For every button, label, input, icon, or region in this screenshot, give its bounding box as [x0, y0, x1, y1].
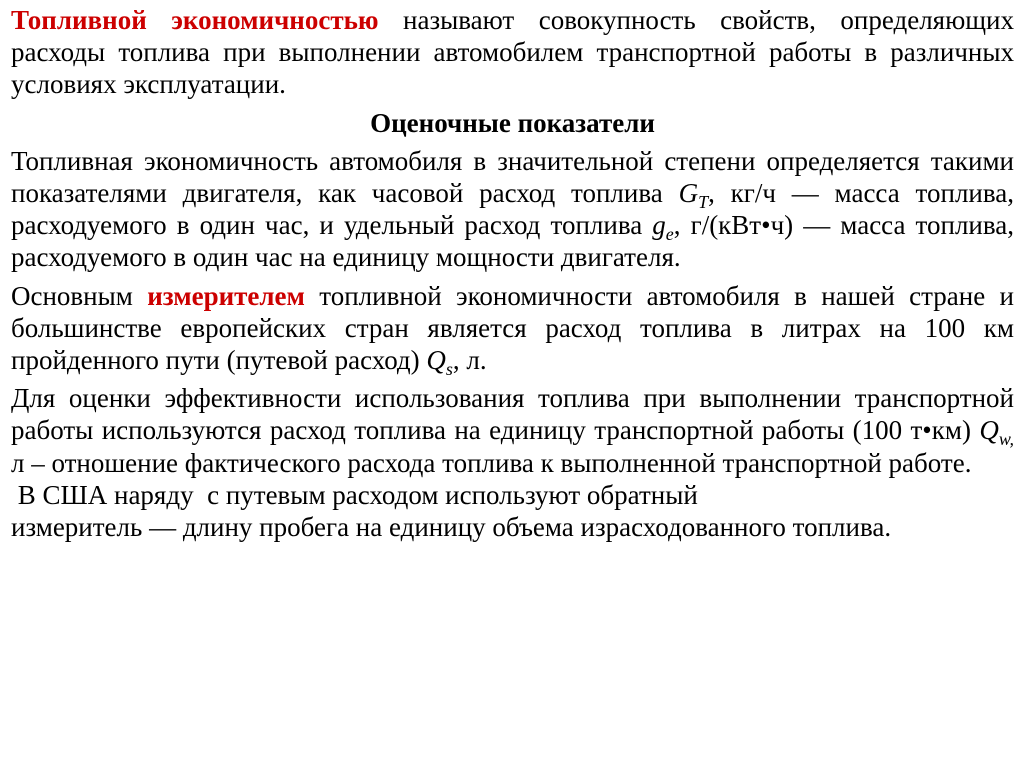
paragraph-usa-line-1: В США наряду с путевым расходом используют обратный	[11, 479, 698, 510]
paragraph-usa-line-2: измеритель — длину пробега на единицу объема израсходованного топлива.	[11, 512, 892, 543]
p3-text-3: , л.	[452, 345, 487, 376]
term-measure: измерителем	[147, 280, 305, 311]
section-heading: Оценочные показатели	[370, 107, 655, 138]
p2-text-2: , кг/ч — масса топлива, расходуемого в один час, и удельный расход топлива	[11, 178, 1014, 241]
p2-text-3: , г/(кВт•ч) — масса топлива, расходуемого в один час на единицу мощности двигателя.	[11, 210, 1014, 273]
p2-text-1: Топливная экономичность автомобиля в значительной степени определяется такими показателями двигателя, как часовой расход топлива	[11, 145, 1014, 209]
paragraph-main-measure	[11, 280, 1014, 380]
paragraph-transport-work	[11, 382, 1014, 479]
symbol-specific-consumption: $g_e$	[652, 210, 674, 245]
slide-text	[11, 4, 1014, 543]
symbol-path-consumption: $Q_s$	[426, 345, 453, 380]
paragraph-engine-indicators	[11, 145, 1014, 274]
p4-text-2: л – отношение фактического расхода топлива к выполненной транспортной работе.	[11, 447, 972, 478]
term-fuel-economy: Топливной экономичностью	[11, 5, 379, 35]
symbol-hourly-consumption: $G_T$	[678, 178, 709, 213]
p4-text-1: Для оценки эффективности использования топлива при выполнении транспортной работы используются расход топлива на единицу транспортной работы (100 т•км)	[11, 383, 1014, 446]
definition-text: называют совокупность свойств, определяющих расходы топлива при выполнении автомобилем транспортной работы в различных условиях эксплуатации.	[11, 5, 1014, 100]
paragraph-definition	[11, 4, 1014, 101]
p3-text-2: топливной экономичности автомобиля в нашей стране и большинстве европейских стран является расход топлива в литрах на 100 км пройденного пути (путевой расход)	[11, 280, 1014, 376]
p3-text-1: Основным	[11, 280, 148, 311]
symbol-work-consumption: $Q_{w,}$	[979, 415, 1014, 450]
